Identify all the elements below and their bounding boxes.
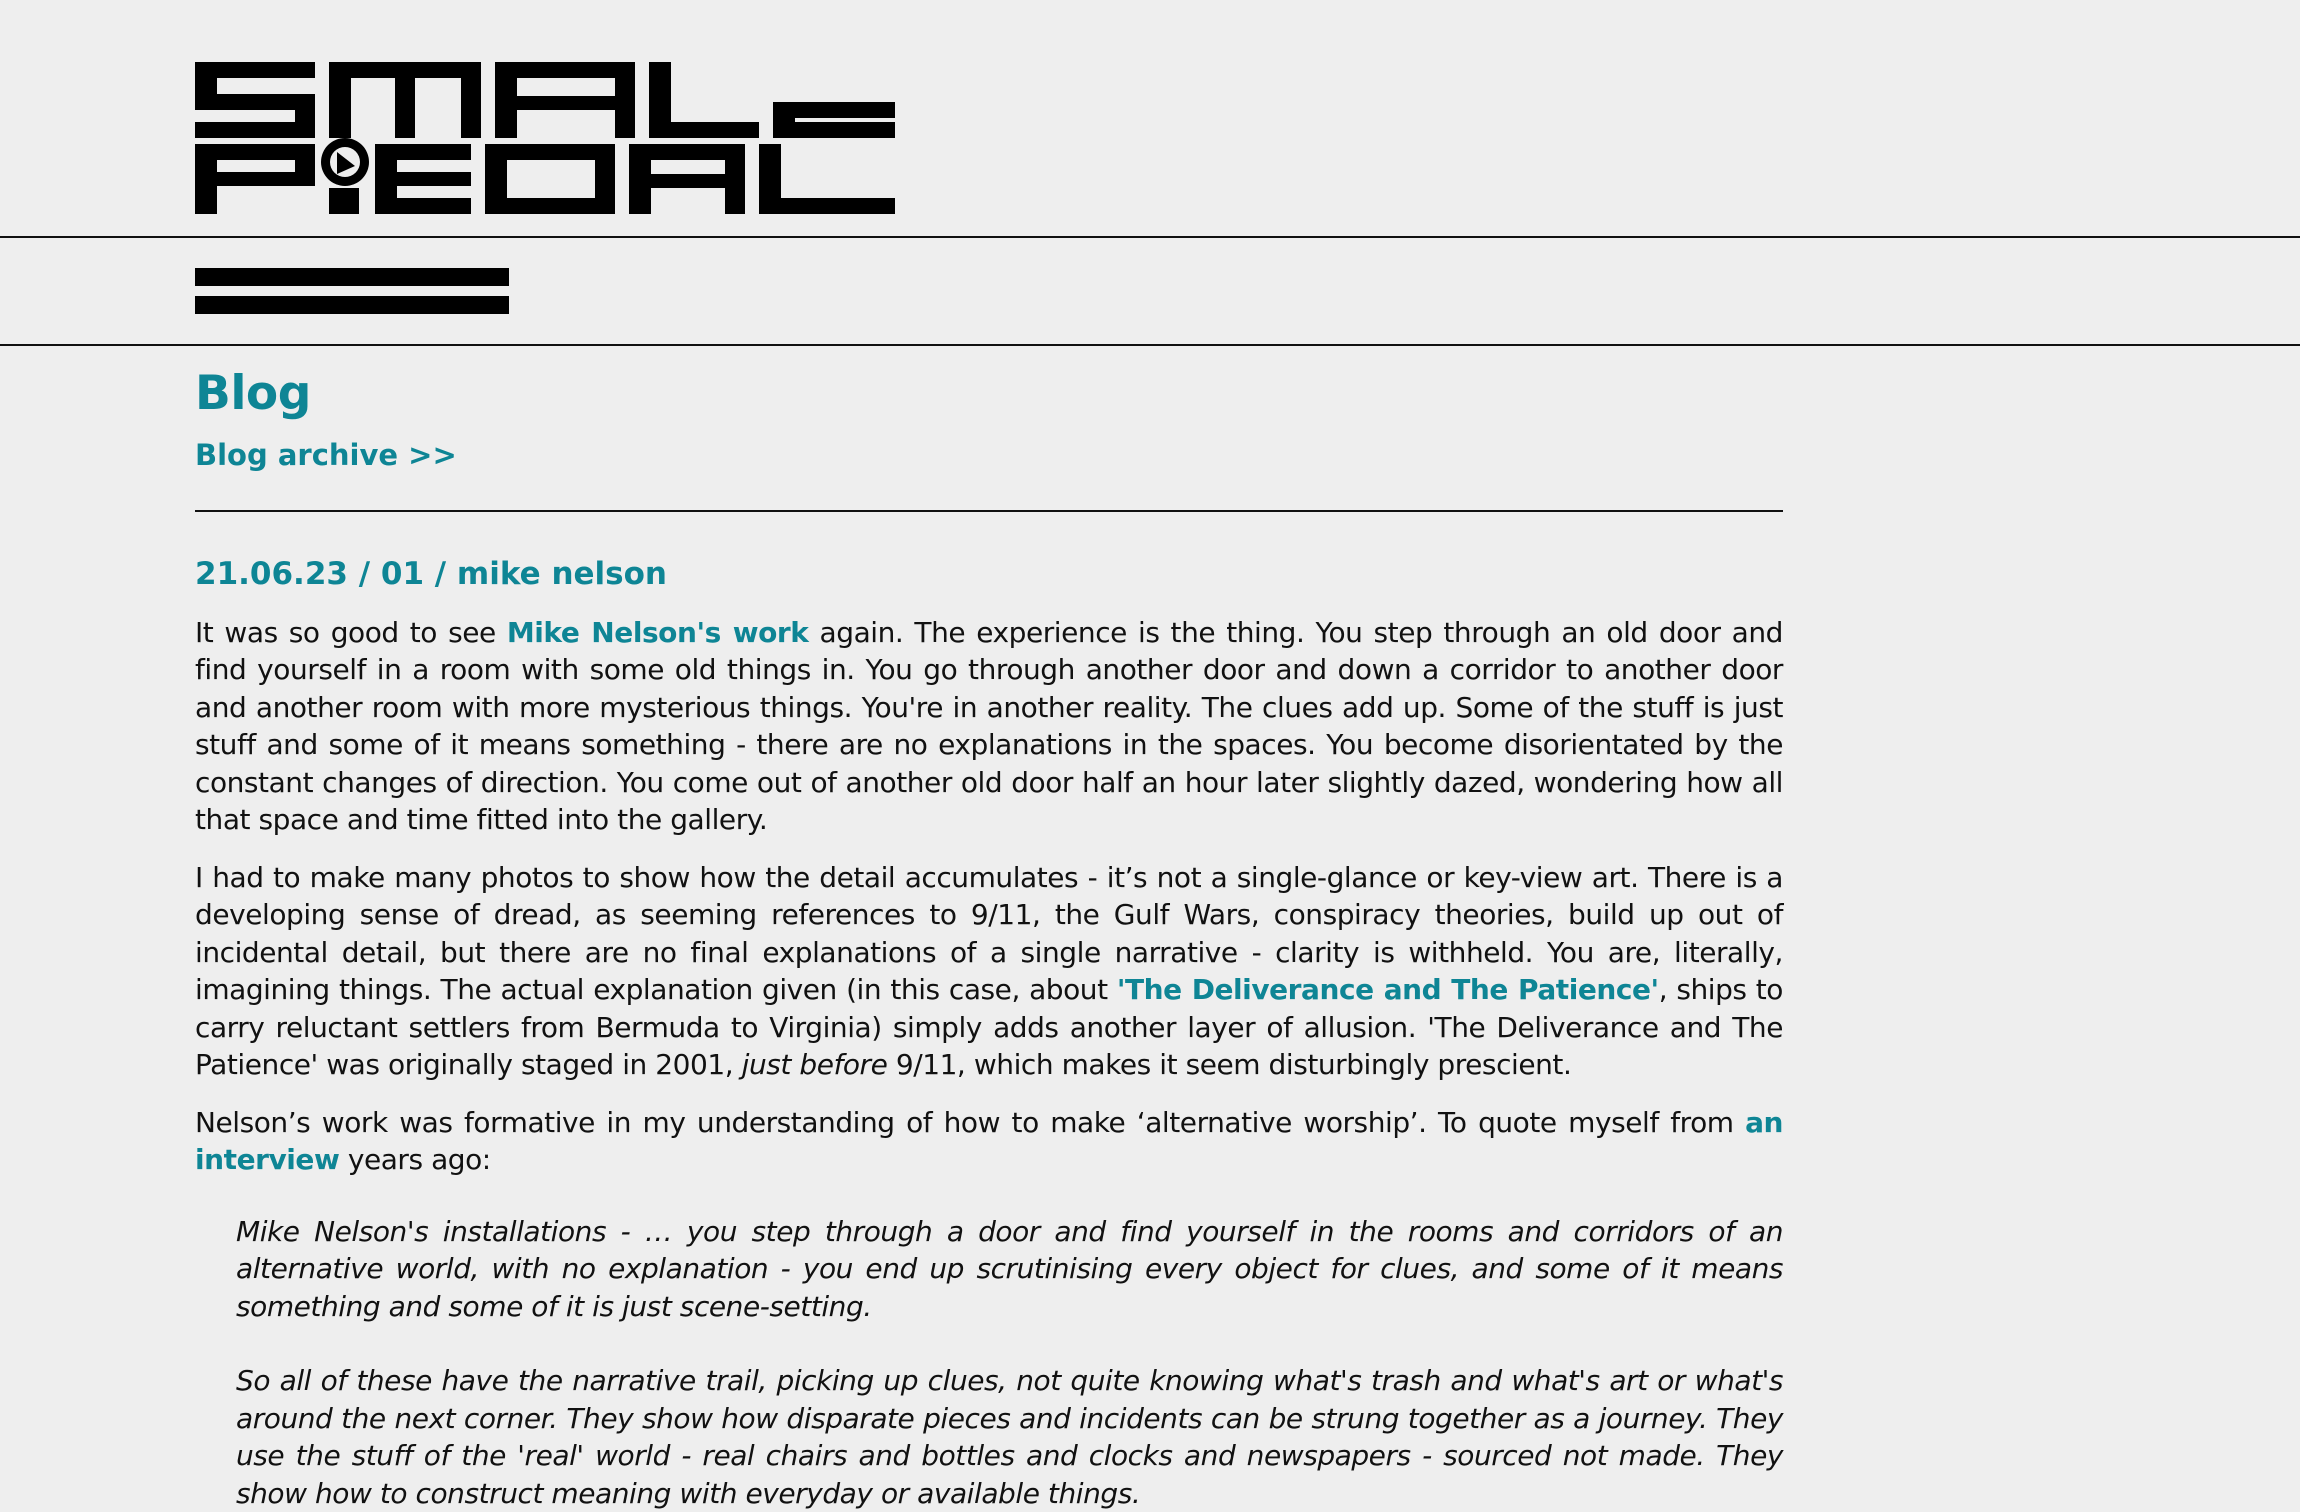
p1-text-before: It was so good to see [195, 615, 507, 649]
post-meta: 21.06.23 / 01 / mike nelson [195, 556, 667, 593]
blog-archive-link[interactable]: Blog archive >> [195, 438, 457, 473]
site-logo [195, 62, 895, 214]
page-title: Blog [195, 366, 311, 421]
menu-bar-top [195, 268, 509, 286]
header-divider [0, 236, 2300, 238]
p2-text-after: 9/11, which makes it seem disturbingly prescient. [887, 1048, 1572, 1082]
post-paragraph-3 [195, 1104, 1783, 1179]
post-paragraph-2 [195, 859, 1783, 1084]
post-body [195, 614, 1783, 1179]
p3-text-after: years ago: [339, 1143, 491, 1177]
p1-text-after: again. The experience is the thing. You step through an old door and find yourself in a room with some old things in. You go through another door and down a corridor to another door and another room with more mysterious things. You're in another reality. The clues add up. Some of the stuff is just stuff and some of it means something - there are no explanations in the spaces. You become disorientated by the constant changes of direction. You come out of another old door half an hour later slightly dazed, wondering how all that space and time fitted into the gallery. [195, 615, 1783, 837]
quote-paragraph-2: So all of these have the narrative trail, picking up clues, not quite knowing what's trash and what's art or what's around the next corner. They show how disparate pieces and incidents can be strung together as a journey. They use the stuff of the 'real' world - real chairs and bottles and clocks and newspapers - sourced not made. They show how to construct meaning with everyday or available things. [236, 1364, 1783, 1510]
mike-nelson-work-link[interactable]: Mike Nelson's work [506, 615, 809, 649]
post-blockquote [236, 1213, 1783, 1512]
deliverance-patience-link[interactable]: 'The Deliverance and The Patience' [1116, 973, 1659, 1007]
blog-post [195, 556, 1783, 1512]
p2-italic-text: just before [741, 1048, 888, 1082]
site-header [0, 0, 2300, 236]
menu-toggle-button[interactable] [195, 268, 509, 314]
content-divider [195, 510, 1783, 512]
interview-link[interactable]: an interview [195, 1105, 1783, 1177]
post-paragraph-1 [195, 614, 1783, 839]
p2-text-middle: , ships to carry reluctant settlers from Bermuda to Virginia) simply adds another layer of allusion. 'The Deliverance and The Patience' was originally staged in 2001, [195, 973, 1783, 1082]
p3-text-before: Nelson’s work was formative in my understanding of how to make ‘alternative worship’. To quote myself from [195, 1105, 1746, 1139]
menu-bar-bottom [195, 296, 509, 314]
main-content [195, 346, 1783, 1512]
quote-paragraph-1: Mike Nelson's installations - … you step through a door and find yourself in the rooms and corridors of an alternative world, with no explanation - you end up scrutinising every object for clues, and some of it means something and some of it is just scene-setting. [236, 1214, 1783, 1323]
p2-text-before: I had to make many photos to show how the detail accumulates - it’s not a single-glance or key-view art. There is a developing sense of dread, as seeming references to 9/11, the Gulf Wars, conspiracy theories, build up out of incidental detail, but there are no final explanations of a single narrative - clarity is withheld. You are, literally, imagining things. The actual explanation given (in this case, about [195, 860, 1783, 1007]
